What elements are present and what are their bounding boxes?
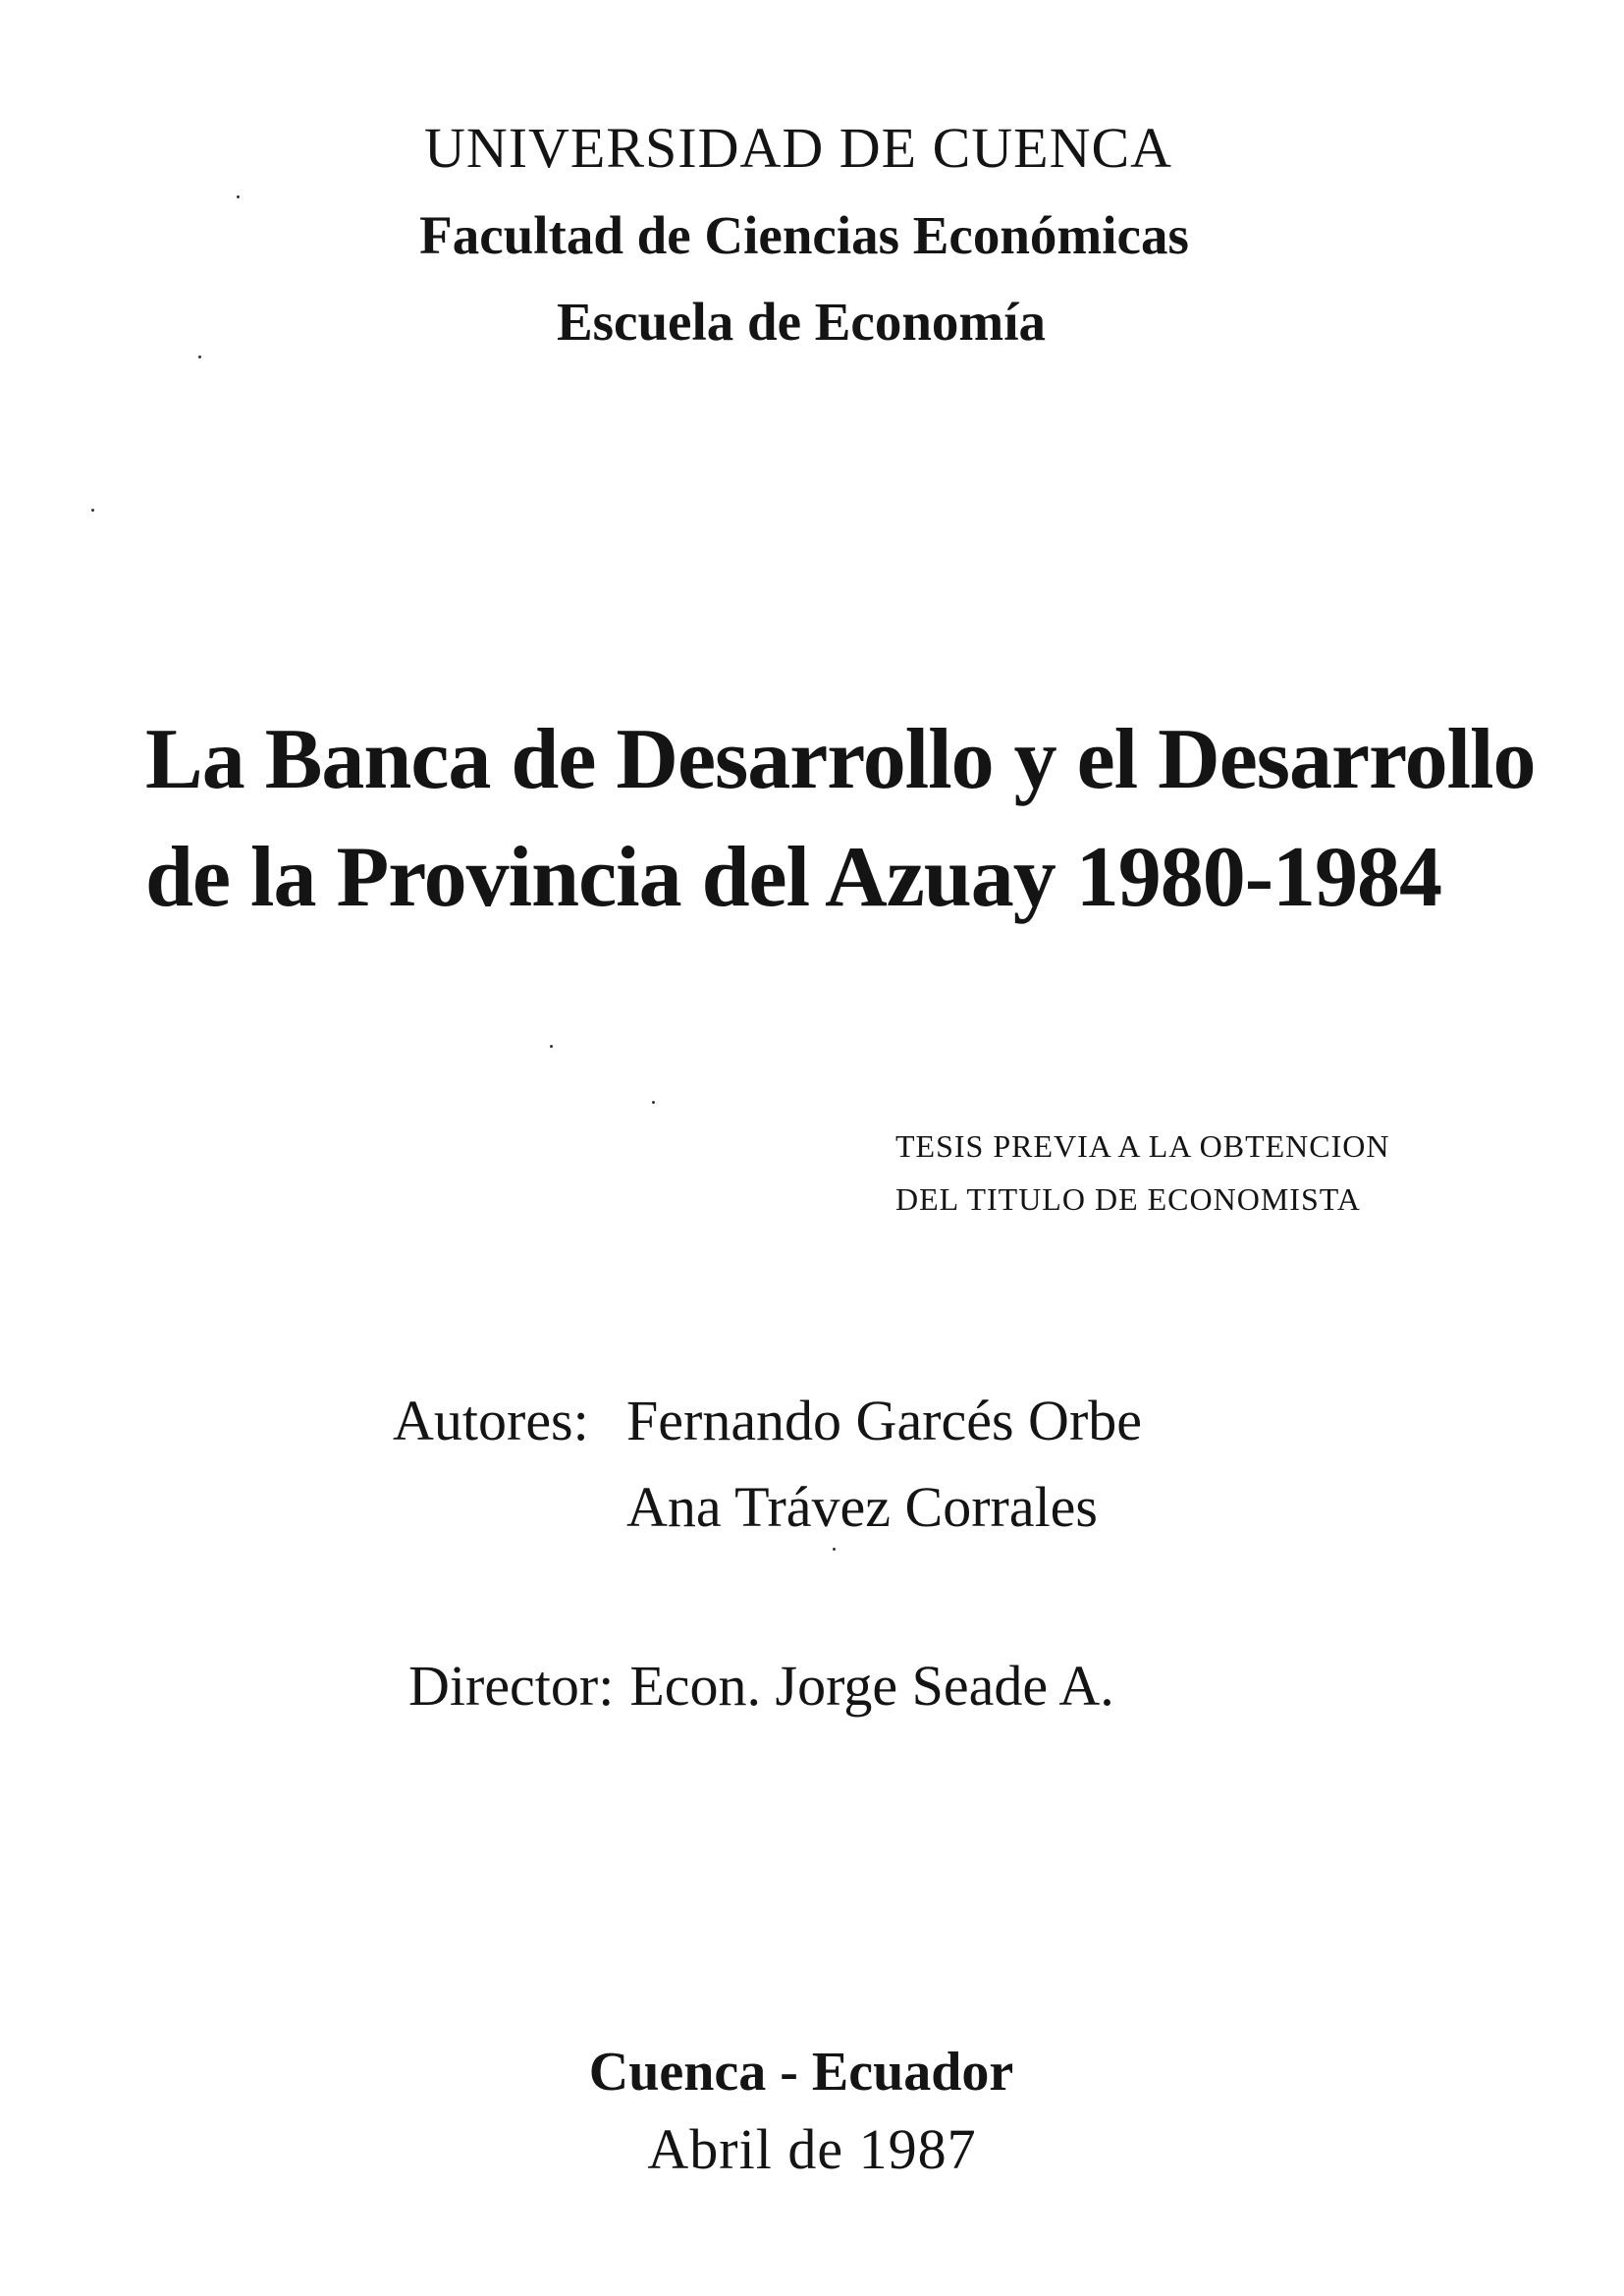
scan-speck <box>652 1101 655 1104</box>
director-name: Econ. Jorge Seade A. <box>629 1654 1114 1718</box>
scan-speck <box>550 1045 553 1048</box>
authors-label: Autores: <box>393 1389 589 1452</box>
publication-date: Abril de 1987 <box>647 2117 977 2181</box>
school-name: Escuela de Economía <box>556 292 1047 352</box>
thesis-title-line-2: de la Provincia del Azuay 1980-1984 <box>145 830 1442 925</box>
scan-speck <box>198 355 201 358</box>
degree-statement-line-1: TESIS PREVIA A LA OBTENCION <box>895 1128 1390 1164</box>
thesis-title-line-1: La Banca de Desarrollo y el Desarrollo <box>145 712 1536 807</box>
author-name-1: Fernando Garcés Orbe <box>626 1389 1143 1452</box>
faculty-name: Facultad de Ciencias Económicas <box>419 205 1189 265</box>
scan-speck <box>237 195 240 198</box>
place-of-publication: Cuenca - Ecuador <box>588 2042 1014 2103</box>
university-name: UNIVERSIDAD DE CUENCA <box>423 116 1173 180</box>
director-line <box>408 1654 1130 1718</box>
scan-speck <box>833 1548 836 1551</box>
director-label: Director: <box>408 1654 615 1718</box>
degree-statement-line-2: DEL TITULO DE ECONOMISTA <box>895 1181 1361 1217</box>
scan-speck <box>91 509 94 512</box>
author-name-2: Ana Trávez Corrales <box>626 1475 1099 1539</box>
degree-statement <box>895 1120 1389 1226</box>
